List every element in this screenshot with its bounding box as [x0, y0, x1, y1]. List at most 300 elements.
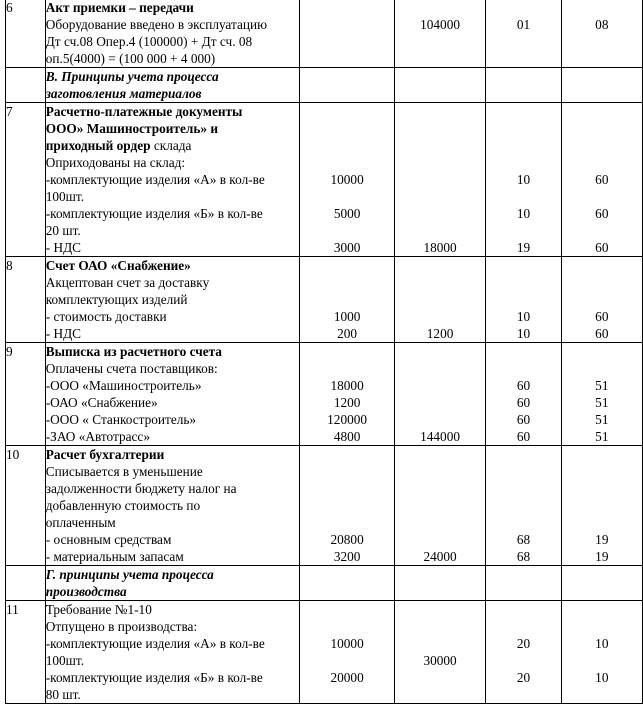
amount-value: [300, 360, 393, 377]
entry-number: 8: [6, 258, 13, 273]
total-value: [395, 583, 485, 600]
description-text-rest: склада: [150, 138, 192, 153]
description-line: [46, 222, 300, 239]
amount-value: [300, 583, 393, 600]
ledger-row: [6, 601, 643, 704]
credit-account-value: [562, 120, 642, 137]
total-value: [395, 618, 485, 635]
amount-value: [300, 222, 393, 239]
credit-account-cell: [561, 343, 642, 446]
total-value: [395, 463, 485, 480]
amount-value: [300, 50, 393, 67]
credit-account-cell: [561, 566, 642, 601]
amount-value: 5000: [333, 206, 361, 221]
total-value: [395, 446, 485, 463]
total-value: [395, 343, 485, 360]
total-value: [395, 205, 485, 222]
amount-cell: [300, 0, 394, 68]
entry-number-cell: [6, 446, 46, 566]
total-value: [395, 222, 485, 239]
credit-account-value: [562, 618, 642, 635]
total-value: [395, 68, 485, 85]
credit-account-value: [562, 274, 642, 291]
total-value: [395, 377, 485, 394]
amount-value: [300, 566, 393, 583]
debit-account-value: [486, 274, 560, 291]
amount-cell: [300, 446, 394, 566]
description-text: -комплектующие изделия «Б» в кол-ве: [45, 670, 263, 685]
description-line: [46, 428, 300, 445]
total-value: [395, 686, 485, 703]
credit-account-value: [562, 33, 642, 50]
entry-number: 10: [6, 447, 20, 462]
credit-account-value: 60: [595, 326, 609, 341]
description-text: Оприходованы на склад:: [45, 155, 186, 170]
amount-value: [300, 137, 393, 154]
amount-value: [300, 274, 393, 291]
description-text: добавленную стоимость по: [45, 498, 201, 513]
amount-value: [300, 343, 393, 360]
entry-number: 9: [6, 344, 13, 359]
description-line: [46, 103, 300, 120]
debit-account-cell: [486, 68, 561, 103]
description-text: -комплектующие изделия «Б» в кол-ве: [45, 206, 263, 221]
debit-account-value: 10: [516, 326, 531, 341]
description-line: [46, 583, 300, 600]
description-text: Дт сч.08 Опер.4 (100000) + Дт сч. 08: [45, 34, 253, 49]
debit-account-value: 60: [516, 395, 531, 410]
credit-account-value: [562, 652, 642, 669]
credit-account-value: 51: [595, 378, 609, 393]
amount-value: [300, 120, 393, 137]
debit-account-cell: [486, 601, 561, 704]
total-value: [395, 257, 485, 274]
description-line: [46, 377, 300, 394]
entry-number-cell: [6, 68, 46, 103]
debit-account-cell: [486, 257, 561, 343]
total-value: 144000: [420, 429, 460, 444]
total-value: [395, 411, 485, 428]
description-line: [46, 360, 300, 377]
entry-number-cell: [6, 343, 46, 446]
total-cell: [394, 446, 485, 566]
credit-account-value: [562, 222, 642, 239]
amount-value: [300, 514, 393, 531]
total-value: [395, 480, 485, 497]
description-text: Расчет бухгалтерии: [45, 447, 165, 462]
description-line: [46, 257, 300, 274]
ledger-row: [6, 0, 643, 68]
total-cell: [394, 0, 485, 68]
ledger-row: [6, 68, 643, 103]
description-text: 80 шт.: [45, 687, 81, 702]
total-value: [395, 171, 485, 188]
description-cell: [45, 68, 300, 103]
total-value: 1200: [426, 326, 454, 341]
debit-account-value: [486, 103, 560, 120]
credit-account-value: [562, 686, 642, 703]
credit-account-value: [562, 446, 642, 463]
debit-account-value: [486, 514, 560, 531]
description-line: [46, 394, 300, 411]
total-value: [395, 566, 485, 583]
description-text: Требование №1-10: [45, 602, 152, 617]
debit-account-value: 10: [516, 172, 531, 187]
description-line: [46, 85, 300, 102]
total-value: 104000: [420, 17, 460, 32]
debit-account-value: [486, 0, 560, 16]
credit-account-value: 51: [595, 395, 609, 410]
credit-account-cell: [561, 0, 642, 68]
amount-cell: [300, 601, 394, 704]
debit-account-cell: [486, 566, 561, 601]
description-line: [46, 411, 300, 428]
description-text: - основным средствам: [45, 532, 172, 547]
description-text: - материальным запасам: [45, 549, 184, 564]
credit-account-value: 60: [595, 309, 609, 324]
description-line: [46, 531, 300, 548]
description-text: 100шт.: [45, 653, 85, 668]
total-value: 24000: [423, 549, 457, 564]
amount-value: 1000: [333, 309, 361, 324]
credit-account-value: [562, 137, 642, 154]
description-line: [46, 497, 300, 514]
debit-account-cell: [486, 343, 561, 446]
credit-account-value: 19: [595, 532, 609, 547]
total-value: [395, 669, 485, 686]
amount-value: [300, 652, 393, 669]
description-text: -ООО « Станкостроитель»: [45, 412, 197, 427]
description-text: Расчетно-платежные документы: [45, 104, 243, 119]
total-value: [395, 497, 485, 514]
description-text: оплаченным: [45, 515, 116, 530]
credit-account-value: [562, 514, 642, 531]
description-text: Оборудование введено в эксплуатацию: [45, 17, 268, 32]
total-cell: [394, 103, 485, 257]
debit-account-value: [486, 583, 560, 600]
debit-account-value: [486, 566, 560, 583]
debit-account-value: [486, 446, 560, 463]
credit-account-value: [562, 68, 642, 85]
description-text: производства: [45, 584, 127, 599]
debit-account-value: [486, 360, 560, 377]
credit-account-value: [562, 188, 642, 205]
debit-account-value: 20: [516, 636, 531, 651]
entry-number-cell: [6, 566, 46, 601]
credit-account-cell: [561, 103, 642, 257]
debit-account-value: [486, 50, 560, 67]
entry-number: [6, 68, 45, 85]
amount-value: 18000: [330, 378, 364, 393]
description-text: Акцептован счет за доставку: [45, 275, 210, 290]
total-value: [395, 360, 485, 377]
description-cell: [45, 0, 300, 68]
amount-value: 200: [337, 326, 358, 341]
description-line: [46, 0, 300, 16]
credit-account-value: [562, 343, 642, 360]
description-text: -комплектующие изделия «А» в кол-ве: [45, 172, 265, 187]
description-cell: [45, 343, 300, 446]
credit-account-value: 51: [595, 412, 609, 427]
description-text: - НДС: [45, 326, 82, 341]
description-line: [46, 33, 300, 50]
amount-value: [300, 33, 393, 50]
credit-account-value: 10: [595, 636, 609, 651]
debit-account-value: [486, 68, 560, 85]
debit-account-value: 60: [516, 412, 531, 427]
debit-account-value: [486, 291, 560, 308]
credit-account-value: [562, 360, 642, 377]
amount-value: [300, 463, 393, 480]
total-value: [395, 50, 485, 67]
total-value: [395, 394, 485, 411]
amount-value: [300, 154, 393, 171]
description-text: Оплачены счета поставщиков:: [45, 361, 218, 376]
description-line: [46, 205, 300, 222]
total-value: [395, 154, 485, 171]
amount-value: 10000: [330, 172, 364, 187]
amount-value: 3200: [333, 549, 361, 564]
amount-value: 3000: [333, 240, 361, 255]
debit-account-value: [486, 343, 560, 360]
description-text: Списывается в уменьшение: [45, 464, 203, 479]
credit-account-value: [562, 583, 642, 600]
credit-account-value: [562, 566, 642, 583]
credit-account-value: [562, 601, 642, 618]
debit-account-value: [486, 33, 560, 50]
description-line: [46, 686, 300, 703]
ledger-row: [6, 566, 643, 601]
total-value: [395, 103, 485, 120]
entry-number: 11: [6, 602, 19, 617]
debit-account-value: [486, 618, 560, 635]
credit-account-value: [562, 154, 642, 171]
debit-account-value: [486, 137, 560, 154]
amount-value: 20800: [330, 532, 364, 547]
credit-account-value: 10: [595, 670, 609, 685]
entry-number: 7: [6, 104, 13, 119]
credit-account-value: 08: [595, 17, 609, 32]
total-value: [395, 514, 485, 531]
amount-value: [300, 291, 393, 308]
description-cell: [45, 446, 300, 566]
entry-number-cell: [6, 257, 46, 343]
amount-value: [300, 601, 393, 618]
description-line: [46, 291, 300, 308]
debit-account-cell: [486, 103, 561, 257]
total-value: [395, 188, 485, 205]
credit-account-value: [562, 480, 642, 497]
description-text: приходный ордер: [45, 138, 151, 153]
amount-value: [300, 497, 393, 514]
total-cell: [394, 343, 485, 446]
total-value: [395, 0, 485, 16]
description-text: - НДС: [45, 240, 82, 255]
ledger-body: [6, 0, 643, 704]
debit-account-value: [486, 257, 560, 274]
entry-number: 6: [6, 0, 13, 15]
amount-value: [300, 686, 393, 703]
debit-account-value: 20: [516, 670, 531, 685]
total-value: 18000: [423, 240, 457, 255]
description-text: задолженности бюджету налог на: [45, 481, 237, 496]
total-value: [395, 308, 485, 325]
credit-account-value: 60: [595, 206, 609, 221]
description-text: В. Принципы учета процесса: [45, 69, 219, 84]
debit-account-value: 10: [516, 206, 531, 221]
credit-account-cell: [561, 446, 642, 566]
credit-account-value: [562, 463, 642, 480]
amount-value: [300, 0, 393, 16]
debit-account-value: [486, 120, 560, 137]
amount-cell: [300, 257, 394, 343]
ledger-row: [6, 257, 643, 343]
description-line: [46, 566, 300, 583]
description-line: [46, 635, 300, 652]
debit-account-value: [486, 686, 560, 703]
description-text: -ООО «Машиностроитель»: [45, 378, 202, 393]
description-cell: [45, 103, 300, 257]
description-text: -ОАО «Снабжение»: [45, 395, 158, 410]
description-text: заготовления материалов: [45, 86, 202, 101]
entry-number-cell: [6, 103, 46, 257]
description-text: Выписка из расчетного счета: [45, 344, 222, 359]
description-cell: [45, 601, 300, 704]
total-cell: [394, 257, 485, 343]
description-text: Счет ОАО «Снабжение»: [45, 258, 191, 273]
debit-account-value: 19: [516, 240, 531, 255]
description-line: [46, 171, 300, 188]
debit-account-value: [486, 85, 560, 102]
description-text: ООО» Машиностроитель» и: [45, 121, 218, 136]
description-line: [46, 343, 300, 360]
debit-account-value: [486, 463, 560, 480]
amount-cell: [300, 68, 394, 103]
credit-account-value: [562, 497, 642, 514]
description-text: оп.5(4000) = (100 000 + 4 000): [45, 51, 216, 66]
amount-value: 10000: [330, 636, 364, 651]
total-value: [395, 635, 485, 652]
total-cell: [394, 601, 485, 704]
amount-value: [300, 103, 393, 120]
debit-account-value: [486, 601, 560, 618]
description-text: Г. принципы учета процесса: [45, 567, 214, 582]
amount-cell: [300, 103, 394, 257]
description-line: [46, 514, 300, 531]
description-line: [46, 120, 300, 137]
debit-account-value: [486, 188, 560, 205]
total-value: [395, 85, 485, 102]
description-line: [46, 601, 300, 618]
amount-value: 4800: [333, 429, 361, 444]
amount-value: [300, 16, 393, 33]
description-text: Акт приемки – передачи: [45, 0, 194, 15]
description-line: [46, 137, 300, 154]
total-value: [395, 291, 485, 308]
debit-account-value: 60: [516, 378, 531, 393]
description-line: [46, 548, 300, 565]
ledger-table: [5, 0, 643, 704]
description-text: Отпущено в производства:: [45, 619, 198, 634]
entry-number: [6, 566, 45, 583]
description-cell: [45, 257, 300, 343]
description-line: [46, 50, 300, 67]
amount-value: [300, 85, 393, 102]
credit-account-value: 51: [595, 429, 609, 444]
description-text: -комплектующие изделия «А» в кол-ве: [45, 636, 265, 651]
credit-account-value: [562, 0, 642, 16]
total-cell: [394, 566, 485, 601]
total-value: [395, 274, 485, 291]
total-value: [395, 120, 485, 137]
credit-account-cell: [561, 257, 642, 343]
debit-account-value: 68: [516, 549, 531, 564]
total-value: [395, 137, 485, 154]
description-line: [46, 463, 300, 480]
ledger-row: [6, 343, 643, 446]
description-line: [46, 480, 300, 497]
description-text: - стоимость доставки: [45, 309, 167, 324]
amount-value: [300, 480, 393, 497]
amount-value: [300, 618, 393, 635]
credit-account-value: [562, 85, 642, 102]
total-cell: [394, 68, 485, 103]
credit-account-cell: [561, 68, 642, 103]
credit-account-value: [562, 103, 642, 120]
credit-account-value: [562, 257, 642, 274]
ledger-row: [6, 103, 643, 257]
amount-cell: [300, 343, 394, 446]
description-line: [46, 16, 300, 33]
description-line: [46, 274, 300, 291]
debit-account-value: [486, 154, 560, 171]
amount-value: [300, 446, 393, 463]
debit-account-value: [486, 652, 560, 669]
amount-value: 20000: [330, 670, 364, 685]
entry-number-cell: [6, 0, 46, 68]
amount-value: 120000: [327, 412, 368, 427]
description-text: комплектующих изделий: [45, 292, 188, 307]
debit-account-value: 68: [516, 532, 531, 547]
debit-account-cell: [486, 0, 561, 68]
description-line: [46, 154, 300, 171]
description-text: 100шт.: [45, 189, 85, 204]
total-value: [395, 531, 485, 548]
description-text: 20 шт.: [45, 223, 81, 238]
description-line: [46, 446, 300, 463]
total-value: 30000: [423, 653, 457, 668]
amount-cell: [300, 566, 394, 601]
debit-account-cell: [486, 446, 561, 566]
description-line: [46, 325, 300, 342]
total-value: [395, 33, 485, 50]
amount-value: [300, 68, 393, 85]
entry-number-cell: [6, 601, 46, 704]
ledger-row: [6, 446, 643, 566]
amount-value: 1200: [333, 395, 361, 410]
credit-account-value: 60: [595, 172, 609, 187]
description-line: [46, 188, 300, 205]
credit-account-value: 19: [595, 549, 609, 564]
credit-account-value: [562, 50, 642, 67]
amount-value: [300, 188, 393, 205]
description-text: -ЗАО «Автотрасс»: [45, 429, 150, 444]
description-line: [46, 308, 300, 325]
description-line: [46, 618, 300, 635]
credit-account-value: [562, 291, 642, 308]
description-line: [46, 669, 300, 686]
debit-account-value: [486, 497, 560, 514]
